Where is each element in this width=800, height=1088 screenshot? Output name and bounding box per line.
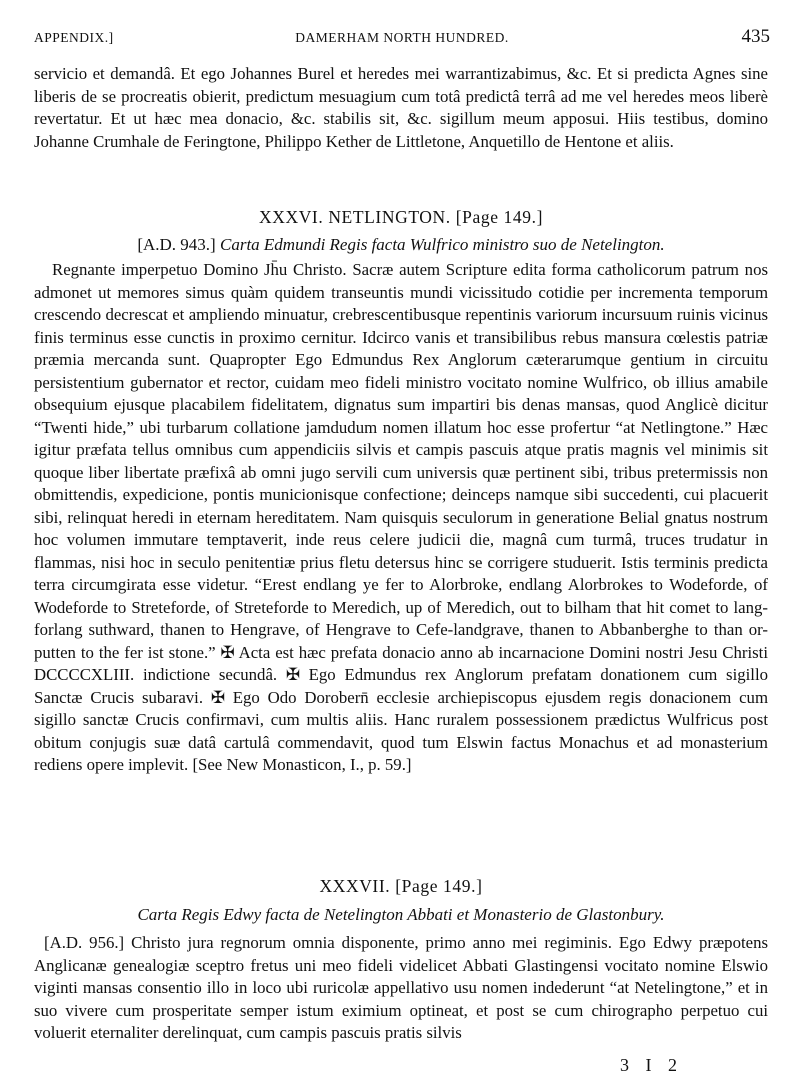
paragraph-edmund-charter: Regnante imperpetuo Domino Jh̄u Christo. Sacræ autem Scripture edita forma catholicorum patrum nos admonet ut memores simus quàm quidem transeuntis mundi vicissitudo cotidie per incrementa temporum crescendo decrescat et ampliendo minuatur, crebrescentibusque repentinis variorum incursuum ruinis vicinus finis terminus esse cunctis in proximo cernitur. Idcirco vanis et transibilibus rebus mansura cœlestis patriæ præmia mercanda sunt. Quapropter Ego Edmundus Rex Anglorum cæterarumque gentium in circuitu persistentium gubernator et rector, cuidam meo fideli ministro vocitato nomine Wulfrico, ob illius amabile obsequium ejusque placabilem fidelitatem, dignatus sum impartiri bis denas mansas, quod Anglicè dicitur “Twenti hide,” ubi turbarum collatione jamdudum nomen illatum hoc esse profertur “at Netlingtone.” Hæc igitur præfata tellus omnibus cum appendiciis silvis et campis pascuis atque pratis magnis vel minimis sit quoque liber libertate præfixâ ab omni jugo servili cum universis quæ pertinent sibi, tribus pretermissis non obmittendis, expedicione, pontis municionisque confectione; deinceps namque sibi succedenti, cui placuerit sibi, relinquat heredi in eternam hereditatem. Nam quisquis seculorum in generatione Belial gnatus nostrum hoc volumen immutare temptaverit, inde reus celere judicii die, magnâ cum turmâ, truces trudatur in flammas, nisi hoc in seculo penitentiæ prius fletu detersus hinc se corrigere studuerit. Istis terminis predicta terra circumgirata esse videtur. “Erest endlang ye fer to Alorbroke, endlang Alorbrokes to Wodeforde, of Wodeforde to Streteforde, of Streteforde to Meredich, up of Meredich, out to bilham that hit comet to lang-forlang suthward, thanen to Hengrave, of Hengrave to Cefe-landgrave, thanen to Abbanberghe to than or-putten to the fer ist stone.” ✠ Acta est hæc prefata donacio anno ab incarnacione Domini nostri Jesu Christi DCCCCXLIII. indictione secundâ. ✠ Ego Edmundus rex Anglorum prefatam donationem cum sigillo Sanctæ Crucis subaravi. ✠ Ego Odo Dorobern̄ ecclesie archiepiscopus ejusdem regis donacionem cum sigillo sanctæ Crucis confirmavi, cum multis aliis. Hanc ruralem possessionem prædictus Wulfricus post obitum conjugis suæ datâ cartulâ commendavit, quod tum Elswin factus Monachus et ad monasterium rediens opere implevit. [See New Monasticon, I., p. 59.] [34,260,768,774]
section-heading-xxxvi: XXXVI. NETLINGTON. [Page 149.] [258,207,543,227]
paragraph-edwy-charter: [A.D. 956.] Christo jura regnorum omnia disponente, primo anno mei regiminis. Ego Edwy præpotens Anglicanæ genealogiæ sceptro fretus uni meo fideli videlicet Abbati Glastingensi vocitato nomine Elswio viginti mansas consentio illo in loco ubi ruricolæ appellativo usu nomen indederunt “at Netelingtone,” et in suo vivere cum prosperitate semper istum eximium optineat, et post se cum chirographo perpetuo cui voluerit eternaliter derelinquat, cum campis pascuis pratis silvis [34,933,768,1042]
section-subtitle-xxxvii: Carta Regis Edwy facta de Netelington Abbati et Monasterio de Glastonbury. [137,905,665,924]
section-heading-xxxvii: XXXVII. [Page 149.] [319,876,483,896]
header-hundred-title: DAMERHAM NORTH HUNDRED. [295,30,509,45]
signature-mark: 3 I 2 [620,1055,683,1075]
charter-date: [A.D. 943.] [137,235,216,254]
section-subtitle-xxxvi [34,235,768,255]
header-section-label: APPENDIX.] [34,30,114,45]
paragraph-burel-grant: servicio et demandâ. Et ego Johannes Burel et heredes mei warrantizabimus, &c. Et si predicta Agnes sine liberis de se procreatis obierit, predictum mesuagium cum totâ predictâ terrâ ad me vel heredes meos liberè revertatur. Et ut hæc mea donacio, &c. stabilis sit, &c. sigillum meum apposui. Hiis testibus, domino Johanne Crumhale de Feringtone, Philippo Kether de Littletone, Anquetillo de Hentone et aliis. [34,64,768,151]
charter-title: Carta Edmundi Regis facta Wulfrico ministro suo de Netelington. [219,235,665,254]
running-header [34,26,770,50]
page-number: 435 [741,26,770,47]
